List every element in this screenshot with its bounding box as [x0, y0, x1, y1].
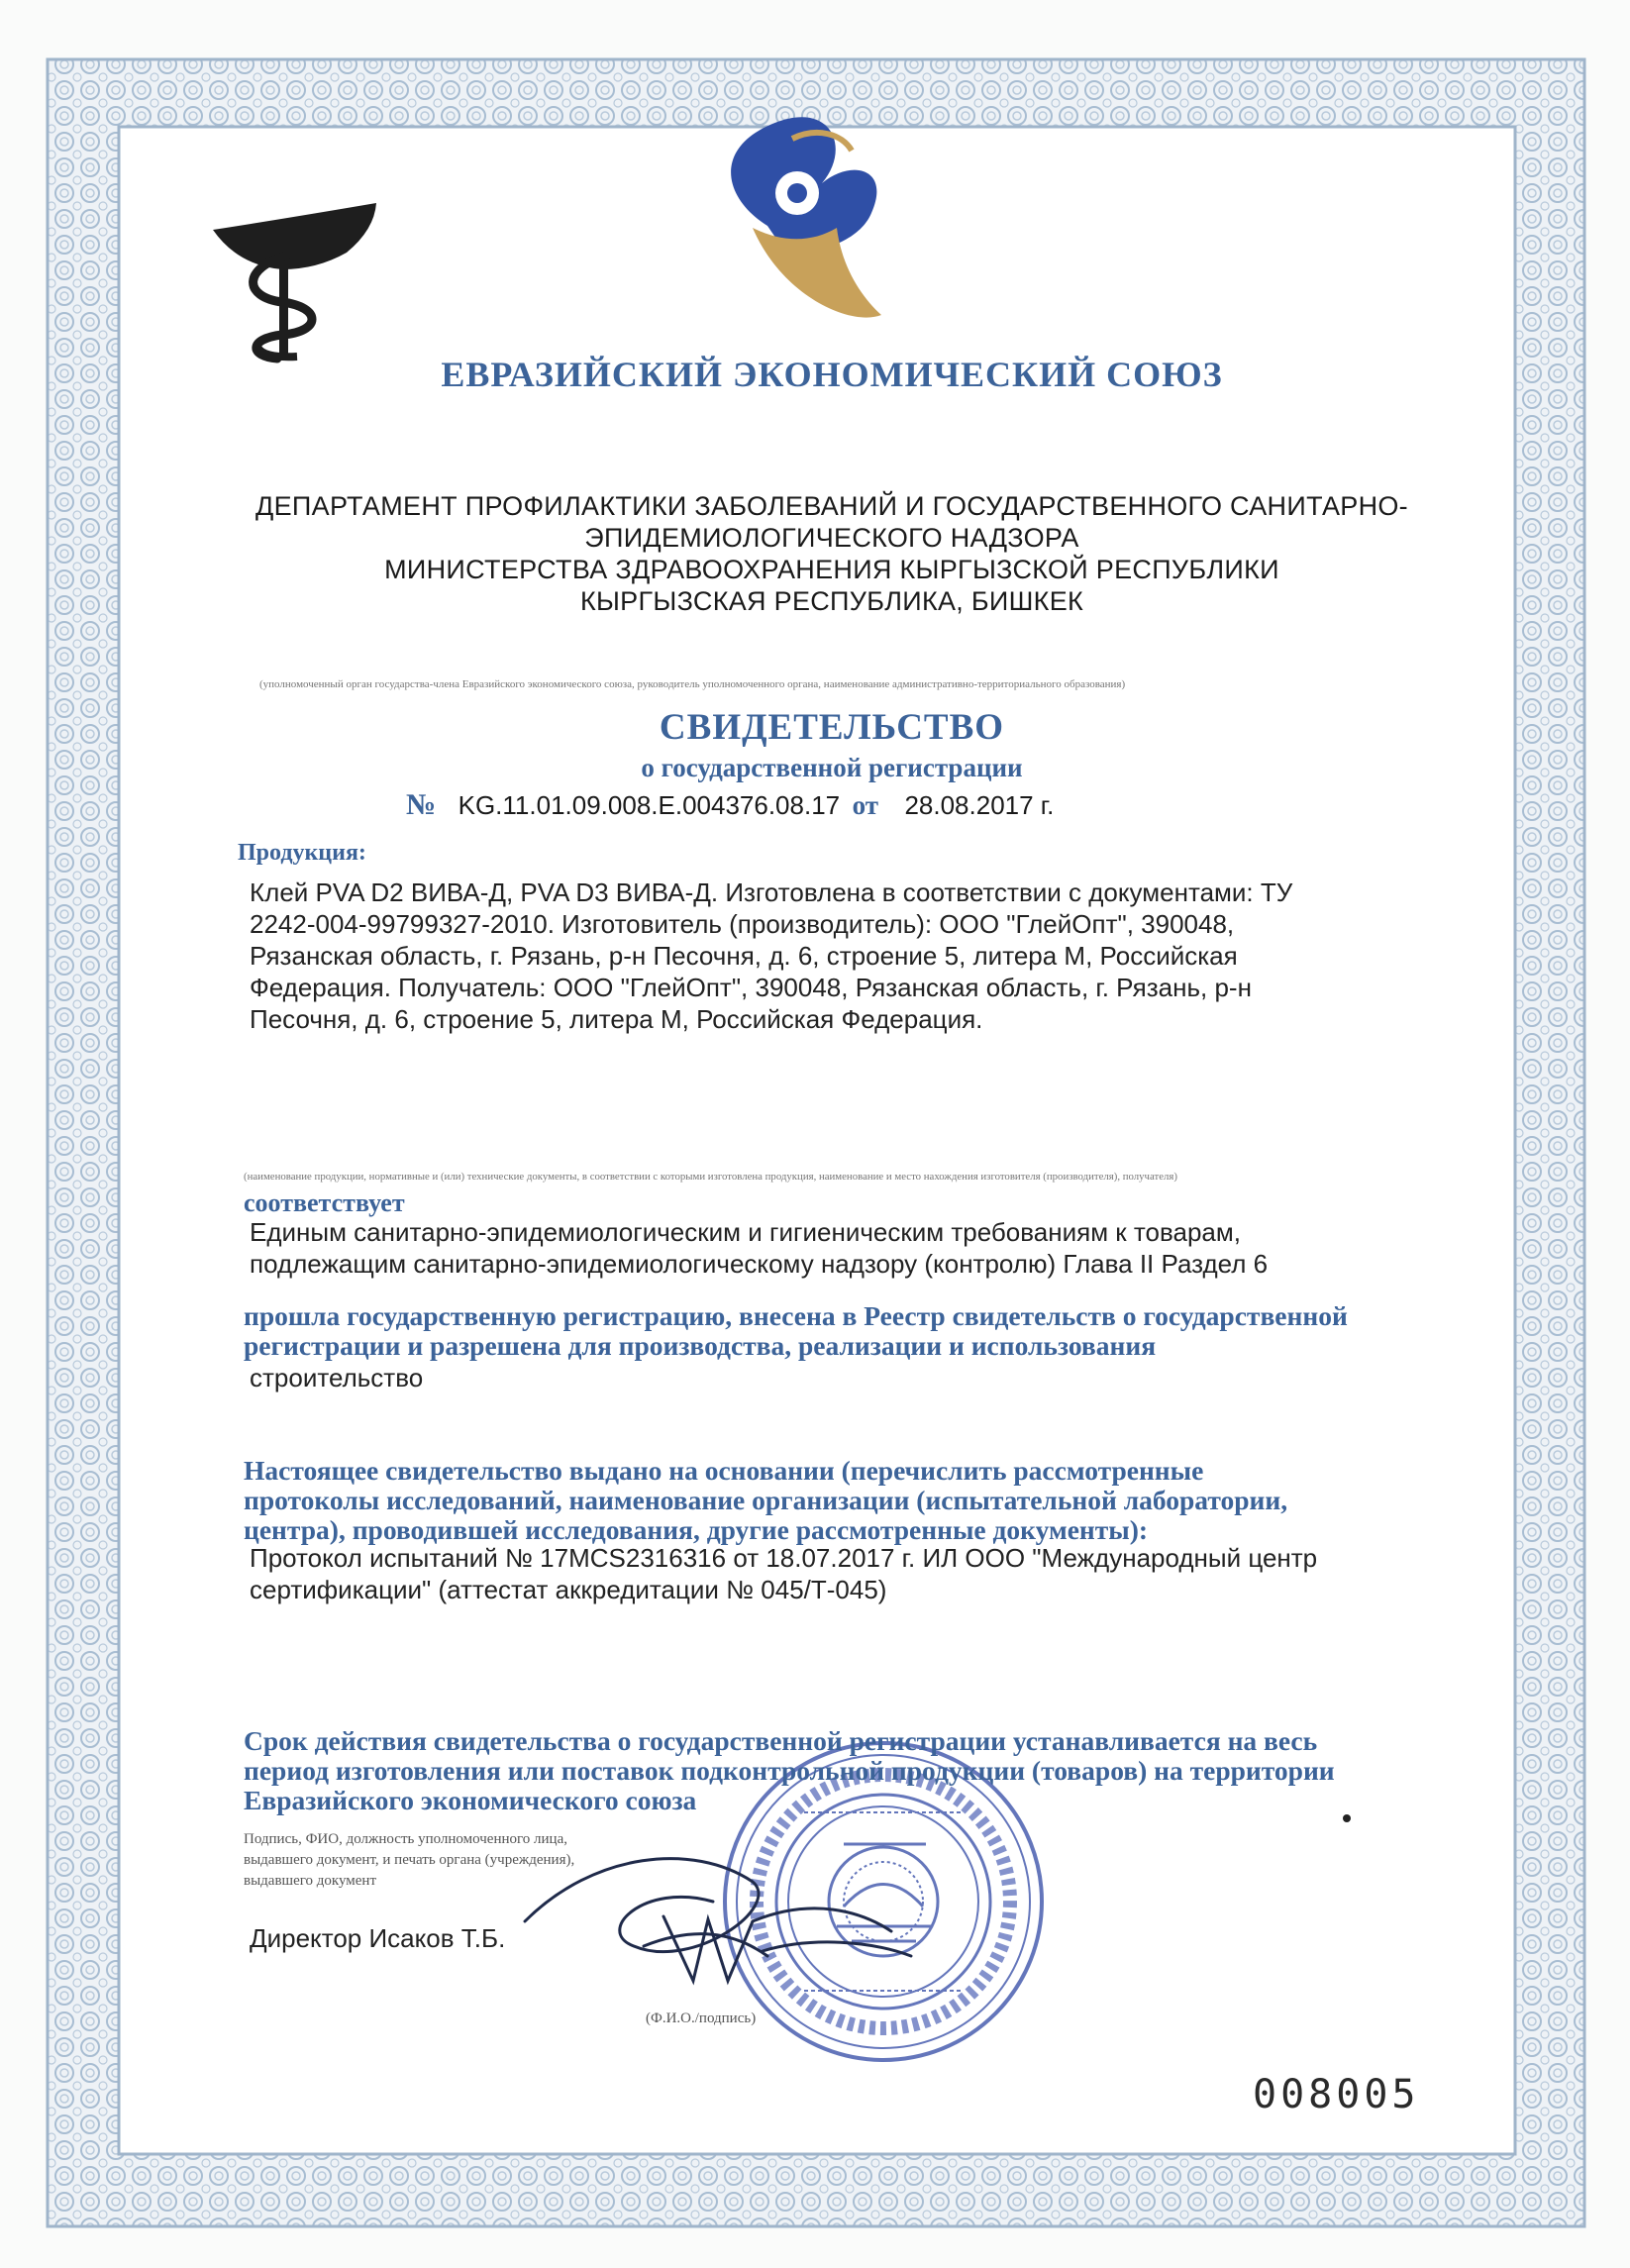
signature-caption-3: выдавшего документ [244, 1873, 377, 1889]
basis-heading-3: центра), проводившей исследования, другие рассмотренные документы): [244, 1514, 1149, 1545]
certificate-number: KG.11.01.09.008.E.004376.08.17 [458, 790, 841, 820]
product-line-5: Песочня, д. 6, строение 5, литера М, Российская Федерация. [250, 1004, 983, 1034]
signer-name: Директор Исаков Т.Б. [250, 1923, 506, 1953]
validity-heading-1: Срок действия свидетельства о государственной регистрации устанавливается на весь [244, 1725, 1318, 1756]
product-caption: (наименование продукции, нормативные и (или) технические документы, в соответствии с которыми изготовлена продукция, наименование и место нахождения изготовителя (производителя), получателя) [244, 1171, 1177, 1183]
ink-dot [1343, 1814, 1351, 1822]
product-line-4: Федерация. Получатель: ООО "ГлейОпт", 390048, Рязанская область, г. Рязань, р-н [250, 973, 1252, 1002]
product-line-3: Рязанская область, г. Рязань, р-н Песочня, д. 6, строение 5, литера М, Российская [250, 941, 1238, 971]
certificate-date: 28.08.2017 г. [904, 790, 1055, 820]
basis-heading-2: протоколы исследований, наименование организации (испытательной лаборатории, [244, 1485, 1288, 1515]
certificate-number-row [406, 788, 1054, 822]
fio-caption: (Ф.И.О./подпись) [646, 2010, 757, 2026]
serial-number: 008005 [1253, 2072, 1420, 2117]
union-title: ЕВРАЗИЙСКИЙ ЭКОНОМИЧЕСКИЙ СОЮЗ [441, 355, 1223, 394]
conformity-line-1: Единым санитарно-эпидемиологическим и гигиеническим требованиям к товарам, [250, 1217, 1241, 1247]
number-sign: № [406, 788, 437, 821]
product-label: Продукция: [238, 840, 366, 866]
registration-usage: строительство [250, 1363, 424, 1392]
registration-heading-1: прошла государственную регистрацию, внесена в Реестр свидетельств о государственной [244, 1300, 1348, 1331]
department-line-1: ДЕПАРТАМЕНТ ПРОФИЛАКТИКИ ЗАБОЛЕВАНИЙ И ГОСУДАРСТВЕННОГО САНИТАРНО- [255, 491, 1408, 521]
registration-heading-2: регистрации и разрешена для производства, реализации и использования [244, 1330, 1157, 1361]
certificate-title: СВИДЕТЕЛЬСТВО [659, 707, 1005, 748]
basis-line-2: сертификации" (аттестат аккредитации № 045/Т-045) [250, 1575, 887, 1604]
product-line-1: Клей PVA D2 ВИВА-Д, PVA D3 ВИВА-Д. Изготовлена в соответствии с документами: ТУ [250, 877, 1293, 907]
product-line-2: 2242-004-99799327-2010. Изготовитель (производитель): ООО "ГлейОпт", 390048, [250, 909, 1235, 939]
conformity-line-2: подлежащим санитарно-эпидемиологическому надзору (контролю) Глава II Раздел 6 [250, 1249, 1269, 1279]
signature-caption-1: Подпись, ФИО, должность уполномоченного лица, [244, 1831, 567, 1847]
conformity-label: соответствует [244, 1188, 405, 1217]
certificate-subtitle: о государственной регистрации [641, 753, 1023, 782]
basis-line-1: Протокол испытаний № 17MCS2316316 от 18.07.2017 г. ИЛ ООО "Международный центр [250, 1543, 1318, 1573]
validity-heading-3: Евразийского экономического союза [244, 1785, 697, 1815]
department-line-3: МИНИСТЕРСТВА ЗДРАВООХРАНЕНИЯ КЫРГЫЗСКОЙ РЕСПУБЛИКИ [384, 555, 1279, 584]
basis-heading-1: Настоящее свидетельство выдано на основании (перечислить рассмотренные [244, 1455, 1204, 1486]
date-label: от [852, 790, 878, 820]
validity-heading-2: период изготовления или поставок подконтрольной продукции (товаров) на территории [244, 1755, 1335, 1786]
department-line-2: ЭПИДЕМИОЛОГИЧЕСКОГО НАДЗОРА [584, 523, 1079, 553]
department-line-4: КЫРГЫЗСКАЯ РЕСПУБЛИКА, БИШКЕК [579, 586, 1084, 616]
signature-caption-2: выдавшего документ, и печать органа (учреждения), [244, 1852, 575, 1868]
authority-caption: (уполномоченный орган государства-члена Евразийского экономического союза, руководитель уполномоченного органа, наименование административно-территориального образования) [259, 678, 1126, 690]
